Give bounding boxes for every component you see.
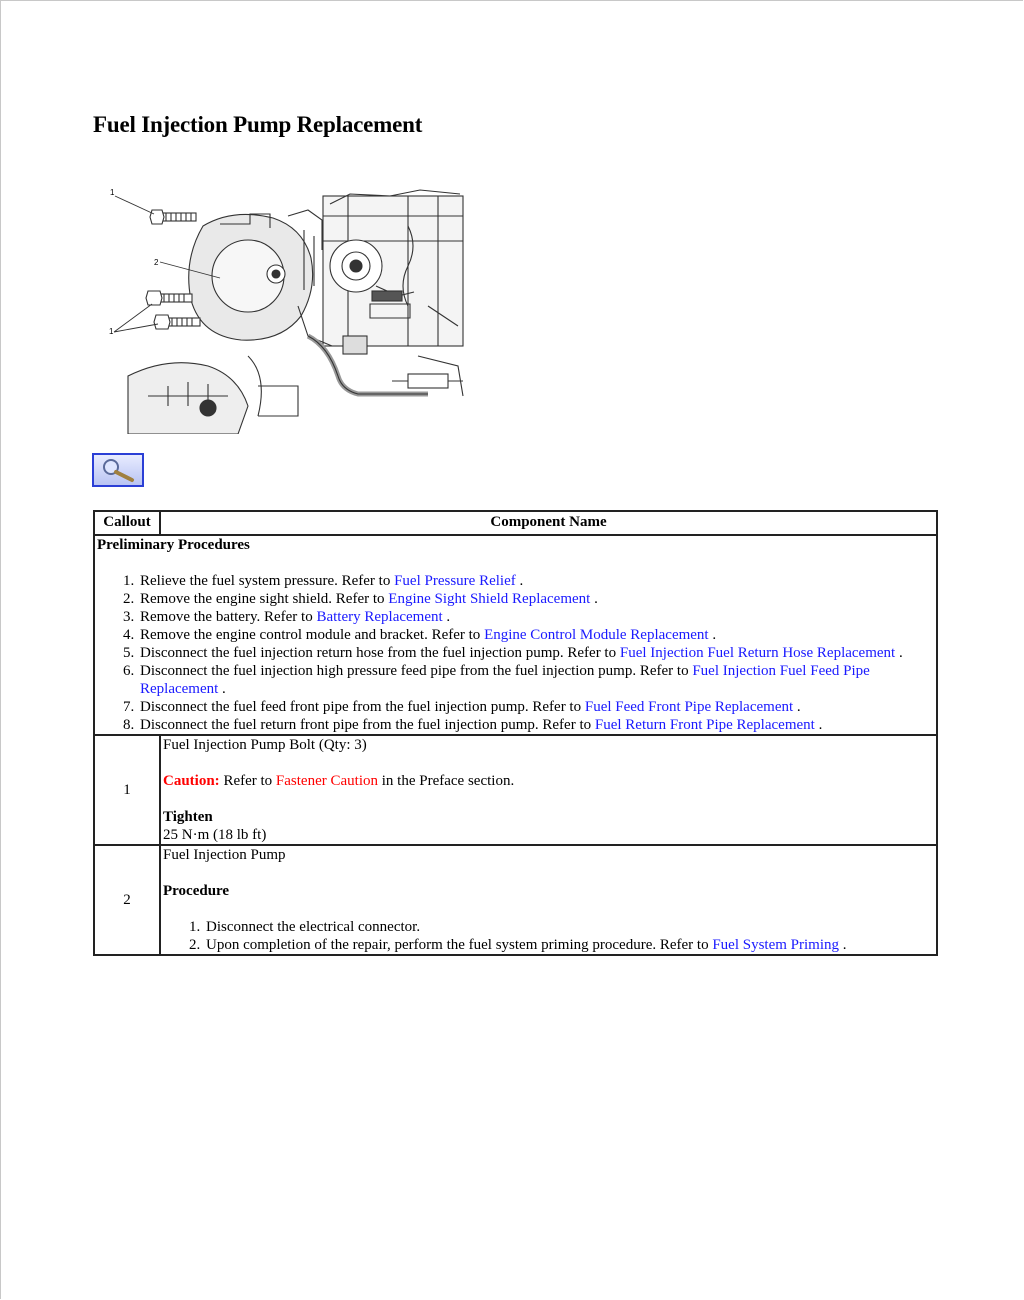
torque-value: 25 N·m (18 lb ft)	[163, 827, 267, 843]
preliminary-procedures-cell	[94, 535, 937, 735]
step-text: Disconnect the fuel injection high pressure feed pipe from the fuel injection pump. Refer to	[140, 663, 693, 679]
step-text: Remove the battery. Refer to	[140, 609, 317, 625]
step-end: .	[218, 681, 226, 697]
step-text: Remove the engine control module and bracket. Refer to	[140, 627, 485, 643]
list-item	[204, 936, 934, 954]
zoom-image-button[interactable]	[92, 453, 144, 487]
caution-label: Caution:	[163, 773, 220, 789]
column-header-component-name: Component Name	[160, 511, 937, 535]
step-text: Upon completion of the repair, perform the fuel system priming procedure. Refer to	[206, 937, 713, 953]
preliminary-steps-list	[97, 572, 934, 734]
preliminary-procedures-row	[94, 535, 937, 735]
table-row	[94, 845, 937, 955]
procedure-label: Procedure	[163, 883, 230, 899]
step-end: .	[442, 609, 451, 625]
table-header-row	[94, 511, 937, 535]
list-item	[138, 644, 934, 662]
caution-end: in the Preface section.	[378, 773, 515, 789]
callout-cell: 1	[94, 735, 160, 845]
component-table	[93, 510, 938, 956]
callout-cell: 2	[94, 845, 160, 955]
magnifier-icon	[94, 455, 142, 485]
list-item	[138, 590, 934, 608]
link-engine-control-module-replacement[interactable]: Engine Control Module Replacement	[484, 627, 709, 643]
procedure-steps-list	[163, 918, 934, 954]
list-item	[138, 698, 934, 716]
list-item	[204, 918, 934, 936]
list-item	[138, 716, 934, 734]
link-battery-replacement[interactable]: Battery Replacement	[316, 609, 443, 625]
step-end: .	[515, 573, 524, 589]
link-fuel-pressure-relief[interactable]: Fuel Pressure Relief	[394, 573, 516, 589]
step-end: .	[708, 627, 717, 643]
engine-illustration	[108, 186, 466, 434]
callout-label: 1	[109, 327, 114, 336]
list-item	[138, 662, 934, 698]
step-text: Relieve the fuel system pressure. Refer to	[140, 573, 395, 589]
step-text: Remove the engine sight shield. Refer to	[140, 591, 389, 607]
page-title: Fuel Injection Pump Replacement	[93, 112, 423, 137]
component-name: Fuel Injection Pump Bolt (Qty: 3)	[163, 737, 367, 753]
link-fuel-feed-front-pipe-replacement[interactable]: Fuel Feed Front Pipe Replacement	[584, 699, 794, 715]
link-fuel-injection-fuel-feed-pipe-replacement[interactable]: Fuel Injection Fuel Feed Pipe Replacement	[140, 663, 870, 697]
link-fuel-injection-fuel-return-hose-replacement[interactable]: Fuel Injection Fuel Return Hose Replacement	[619, 645, 896, 661]
step-end: .	[814, 717, 823, 733]
column-header-callout: Callout	[94, 511, 160, 535]
step-end: .	[590, 591, 598, 607]
callout-label: 2	[154, 258, 159, 267]
step-end: .	[895, 645, 903, 661]
list-item	[138, 626, 934, 644]
step-end: .	[793, 699, 801, 715]
link-fuel-return-front-pipe-replacement[interactable]: Fuel Return Front Pipe Replacement	[594, 717, 815, 733]
link-fastener-caution[interactable]: Fastener Caution	[275, 773, 378, 789]
list-item	[138, 572, 934, 590]
tighten-label: Tighten	[163, 809, 213, 825]
step-text: Disconnect the electrical connector.	[206, 919, 421, 935]
step-end: .	[839, 937, 847, 953]
list-item	[138, 608, 934, 626]
component-cell	[160, 735, 937, 845]
table-row	[94, 735, 937, 845]
component-cell	[160, 845, 937, 955]
preliminary-procedures-title: Preliminary Procedures	[97, 537, 250, 553]
step-text: Disconnect the fuel injection return hose from the fuel injection pump. Refer to	[140, 645, 620, 661]
step-text: Disconnect the fuel feed front pipe from the fuel injection pump. Refer to	[140, 699, 585, 715]
step-text: Disconnect the fuel return front pipe from the fuel injection pump. Refer to	[140, 717, 595, 733]
component-name: Fuel Injection Pump	[163, 847, 286, 863]
caution-text: Refer to	[219, 773, 276, 789]
link-fuel-system-priming[interactable]: Fuel System Priming	[712, 937, 840, 953]
caution-note	[163, 772, 934, 790]
link-engine-sight-shield-replacement[interactable]: Engine Sight Shield Replacement	[388, 591, 591, 607]
callout-label: 1	[110, 188, 115, 197]
